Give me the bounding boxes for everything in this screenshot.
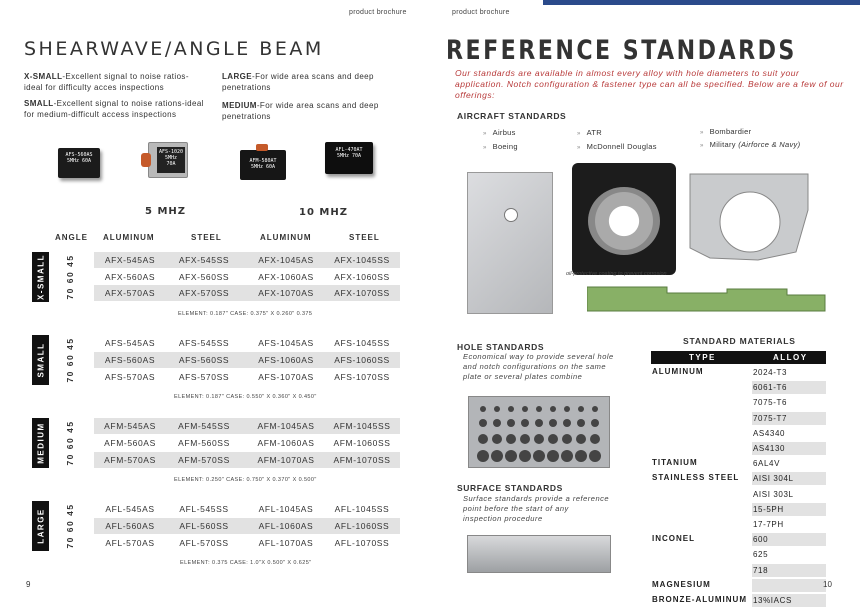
alloy-cell: 17-7PH bbox=[753, 520, 784, 529]
col-header-type: TYPE bbox=[689, 353, 716, 362]
table-cell: AFM-1070SS bbox=[333, 455, 391, 465]
material-type-label: TITANIUM bbox=[652, 458, 698, 468]
probe-photo-small bbox=[148, 142, 188, 178]
list-item bbox=[577, 128, 602, 137]
list-item bbox=[700, 127, 751, 136]
col-header-steel-10: STEEL bbox=[349, 233, 380, 242]
table-cell: AFX-1045AS bbox=[258, 255, 314, 265]
desc-small-text: -Excellent signal to noise rations-ideal for medium-difficult access inspections bbox=[24, 99, 204, 119]
list-item bbox=[700, 140, 800, 149]
table-cell: AFM-570AS bbox=[104, 455, 156, 465]
alloy-cell: 6061-T6 bbox=[752, 381, 826, 394]
page-title-shearwave: SHEARWAVE/ANGLE BEAM bbox=[24, 38, 324, 60]
chevron-right-icon: » bbox=[700, 143, 704, 149]
angle-values-text: 70 60 45 bbox=[65, 420, 75, 466]
alloy-cell: 2024-T3 bbox=[753, 368, 787, 377]
table-cell: AFS-1070AS bbox=[258, 372, 314, 382]
probe-photo-large bbox=[325, 142, 373, 174]
table-cell: AFM-1045AS bbox=[257, 421, 315, 431]
freq-10mhz-heading: 10 MHZ bbox=[299, 207, 348, 218]
probe-photo-xsmall bbox=[58, 148, 100, 178]
table-cell: AFL-545SS bbox=[179, 504, 229, 514]
desc-medium bbox=[222, 101, 392, 122]
standard-materials-heading: STANDARD MATERIALS bbox=[683, 336, 796, 346]
list-item-label: McDonnell Douglas bbox=[586, 142, 657, 151]
surface-block-photo bbox=[467, 535, 611, 573]
angle-values bbox=[62, 501, 78, 551]
table-cell: AFL-570AS bbox=[105, 538, 155, 548]
list-item bbox=[483, 142, 518, 151]
desc-large bbox=[222, 72, 392, 93]
hole-standards-heading: HOLE STANDARDS bbox=[457, 342, 545, 352]
desc-small-name: SMALL bbox=[24, 99, 54, 108]
table-cell: AFL-1045AS bbox=[258, 504, 314, 514]
alloy-cell: 7075-T7 bbox=[752, 412, 826, 425]
coating-caption: oil-protective coating to prevent corrosion bbox=[566, 271, 667, 277]
table-cell: AFM-1060SS bbox=[333, 438, 391, 448]
table-cell: AFM-1060AS bbox=[257, 438, 315, 448]
desc-medium-text: -For wide area scans and deep penetrations bbox=[222, 101, 379, 121]
alloy-cell: AISI 303L bbox=[753, 489, 794, 499]
chevron-right-icon: » bbox=[577, 145, 581, 151]
col-header-aluminum-10: ALUMINUM bbox=[260, 233, 312, 242]
group-label-small bbox=[32, 335, 49, 385]
alloy-cell: 625 bbox=[753, 550, 769, 560]
table-cell: AFS-570AS bbox=[104, 372, 156, 382]
table-cell: AFS-545SS bbox=[178, 338, 230, 348]
probe-label: AFS-1020 5MHz 70A bbox=[157, 147, 185, 173]
probe-label: AFS-560AS 5MHz 60A bbox=[65, 152, 93, 164]
table-cell: AFM-545AS bbox=[104, 421, 156, 431]
surface-standards-heading: SURFACE STANDARDS bbox=[457, 483, 563, 493]
alloy-cell: 13%IACS bbox=[752, 594, 826, 607]
group-label-text: MEDIUM bbox=[36, 422, 45, 464]
desc-xsmall-name: X-SMALL bbox=[24, 72, 63, 81]
alloy-cell: 6AL4V bbox=[753, 459, 781, 469]
green-block-photo bbox=[587, 283, 827, 313]
col-header-aluminum-5: ALUMINUM bbox=[103, 233, 155, 242]
material-type-label: INCONEL bbox=[652, 534, 695, 544]
table-cell: AFM-545SS bbox=[178, 421, 230, 431]
desc-large-text: -For wide area scans and deep penetrations bbox=[222, 72, 374, 92]
table-cell: AFX-1060AS bbox=[258, 272, 314, 282]
alloy-cell: 7075-T6 bbox=[753, 398, 787, 408]
table-cell: AFX-1045SS bbox=[334, 255, 390, 265]
material-type-label: ALUMINUM bbox=[652, 367, 704, 376]
table-cell: AFM-1045SS bbox=[333, 421, 391, 431]
surface-standards-text: Surface standards provide a reference point before the start of any inspection procedure bbox=[463, 494, 610, 523]
desc-xsmall-text: -Excellent signal to noise ratios-ideal for difficulty acces inspections bbox=[24, 72, 189, 92]
connector-icon bbox=[256, 144, 268, 151]
coated-standard-photo bbox=[572, 163, 676, 275]
freq-5mhz-heading: 5 MHZ bbox=[145, 206, 187, 217]
alloy-cell: AS4340 bbox=[753, 428, 786, 438]
table-cell: AFS-560AS bbox=[104, 355, 156, 365]
chevron-right-icon: » bbox=[577, 131, 581, 137]
table-cell: AFL-560SS bbox=[179, 521, 229, 531]
table-cell: AFX-1070AS bbox=[258, 288, 314, 298]
col-header-steel-5: STEEL bbox=[191, 233, 222, 242]
cutout-plate-photo bbox=[688, 170, 810, 262]
page-number-left: 9 bbox=[26, 580, 31, 589]
table-cell: AFL-1060AS bbox=[258, 521, 314, 531]
table-cell: AFL-1045SS bbox=[334, 504, 390, 514]
page-number-right: 10 bbox=[823, 580, 832, 589]
group-label-text: LARGE bbox=[36, 508, 45, 544]
table-cell: AFS-1060AS bbox=[258, 355, 314, 365]
material-type-label: MAGNESIUM bbox=[652, 579, 711, 589]
table-cell: AFS-570SS bbox=[178, 372, 230, 382]
aircraft-standards-heading: AIRCRAFT STANDARDS bbox=[457, 111, 567, 121]
table-cell: AFL-545AS bbox=[105, 504, 155, 514]
alloy-cell bbox=[752, 579, 826, 592]
table-cell: AFS-1070SS bbox=[334, 372, 390, 382]
list-item bbox=[483, 128, 516, 137]
angle-values bbox=[62, 252, 78, 302]
probe-label: AFM-580AT 5MHz 60A bbox=[249, 158, 277, 170]
group-label-medium bbox=[32, 418, 49, 468]
table-cell: AFX-570AS bbox=[104, 288, 156, 298]
angle-values bbox=[62, 335, 78, 385]
table-cell: AFL-1070SS bbox=[334, 538, 390, 548]
group-label-xsmall bbox=[32, 252, 49, 302]
materials-header-row bbox=[651, 351, 826, 364]
group-label-text: SMALL bbox=[36, 342, 45, 378]
table-cell: AFS-1045SS bbox=[334, 338, 390, 348]
alloy-cell: 15-5PH bbox=[752, 503, 826, 516]
angle-values-text: 70 60 45 bbox=[65, 337, 75, 383]
aluminum-plate-photo bbox=[467, 172, 553, 314]
intro-text: Our standards are available in almost every alloy with hole diameters to suit your application. Notch configuration & fastener type can all be specified. Below are a few of our offerings: bbox=[455, 68, 844, 100]
chevron-right-icon: » bbox=[483, 131, 487, 137]
angle-values bbox=[62, 418, 78, 468]
table-cell: AFX-570SS bbox=[178, 288, 230, 298]
page-title-reference-standards: REFERENCE STANDARDS bbox=[446, 35, 797, 66]
material-type-label: BRONZE-ALUMINUM bbox=[652, 595, 747, 604]
table-cell: AFS-1045AS bbox=[258, 338, 314, 348]
table-cell: AFL-1060SS bbox=[334, 521, 390, 531]
desc-small bbox=[24, 99, 209, 120]
alloy-cell: 718 bbox=[752, 564, 826, 577]
ring-standard-icon bbox=[588, 187, 660, 255]
brochure-label-left: product brochure bbox=[349, 9, 407, 16]
chevron-right-icon: » bbox=[483, 145, 487, 151]
table-cell: AFX-1070SS bbox=[334, 288, 390, 298]
desc-large-name: LARGE bbox=[222, 72, 252, 81]
table-cell: AFM-1070AS bbox=[257, 455, 315, 465]
brochure-label-right: product brochure bbox=[452, 9, 510, 16]
list-item-note: (Airforce & Navy) bbox=[738, 140, 801, 149]
top-accent-bar bbox=[543, 0, 860, 5]
hole-standards-text: Economical way to provide several hole and notch configurations on the same plate or several plates combine bbox=[463, 352, 614, 381]
element-spec: ELEMENT: 0.187" CASE: 0.550" X 0.360" X 0.450" bbox=[174, 394, 317, 400]
alloy-cell: 600 bbox=[752, 533, 826, 546]
alloy-cell: AS4130 bbox=[752, 442, 826, 455]
connector-icon bbox=[141, 153, 151, 167]
element-spec: ELEMENT: 0.187" CASE: 0.375" X 0.260" 0.375 bbox=[178, 311, 313, 317]
hole-plate-photo bbox=[468, 396, 610, 468]
table-cell: AFM-560AS bbox=[104, 438, 156, 448]
desc-medium-name: MEDIUM bbox=[222, 101, 257, 110]
group-label-text: X-SMALL bbox=[36, 253, 45, 301]
probe-label: AFL-470AT 5MHz 70A bbox=[335, 147, 363, 159]
list-item-label: Boeing bbox=[492, 142, 518, 151]
alloy-cell: AISI 304L bbox=[752, 472, 826, 485]
col-header-alloy: ALLOY bbox=[773, 353, 808, 362]
angle-values-text: 70 60 45 bbox=[65, 503, 75, 549]
chevron-right-icon: » bbox=[700, 130, 704, 136]
desc-xsmall bbox=[24, 72, 204, 93]
list-item-label: Bombardier bbox=[709, 127, 752, 136]
table-cell: AFM-570SS bbox=[178, 455, 230, 465]
table-cell: AFX-545SS bbox=[178, 255, 230, 265]
element-spec: ELEMENT: 0.375 CASE: 1.0"X 0.500" X 0.625" bbox=[180, 560, 312, 566]
list-item bbox=[577, 142, 657, 151]
table-cell: AFS-545AS bbox=[104, 338, 156, 348]
col-header-angle: ANGLE bbox=[55, 233, 88, 242]
table-cell: AFX-560AS bbox=[104, 272, 156, 282]
table-cell: AFX-1060SS bbox=[334, 272, 390, 282]
probe-photo-medium bbox=[240, 150, 286, 180]
list-item-label: Airbus bbox=[492, 128, 516, 137]
table-cell: AFL-1070AS bbox=[258, 538, 314, 548]
table-cell: AFL-560AS bbox=[105, 521, 155, 531]
table-cell: AFX-560SS bbox=[178, 272, 230, 282]
table-cell: AFM-560SS bbox=[178, 438, 230, 448]
table-cell: AFS-1060SS bbox=[334, 355, 390, 365]
angle-values-text: 70 60 45 bbox=[65, 254, 75, 300]
material-type-label: STAINLESS STEEL bbox=[652, 473, 740, 483]
list-item-label: ATR bbox=[586, 128, 602, 137]
table-cell: AFX-545AS bbox=[104, 255, 156, 265]
group-label-large bbox=[32, 501, 49, 551]
table-cell: AFL-570SS bbox=[179, 538, 229, 548]
hole-grid-icon bbox=[469, 397, 611, 469]
element-spec: ELEMENT: 0.250" CASE: 0.750" X 0.370" X 0.500" bbox=[174, 477, 317, 483]
table-cell: AFS-560SS bbox=[178, 355, 230, 365]
list-item-label: Military bbox=[709, 140, 739, 149]
hole-icon bbox=[504, 208, 518, 222]
